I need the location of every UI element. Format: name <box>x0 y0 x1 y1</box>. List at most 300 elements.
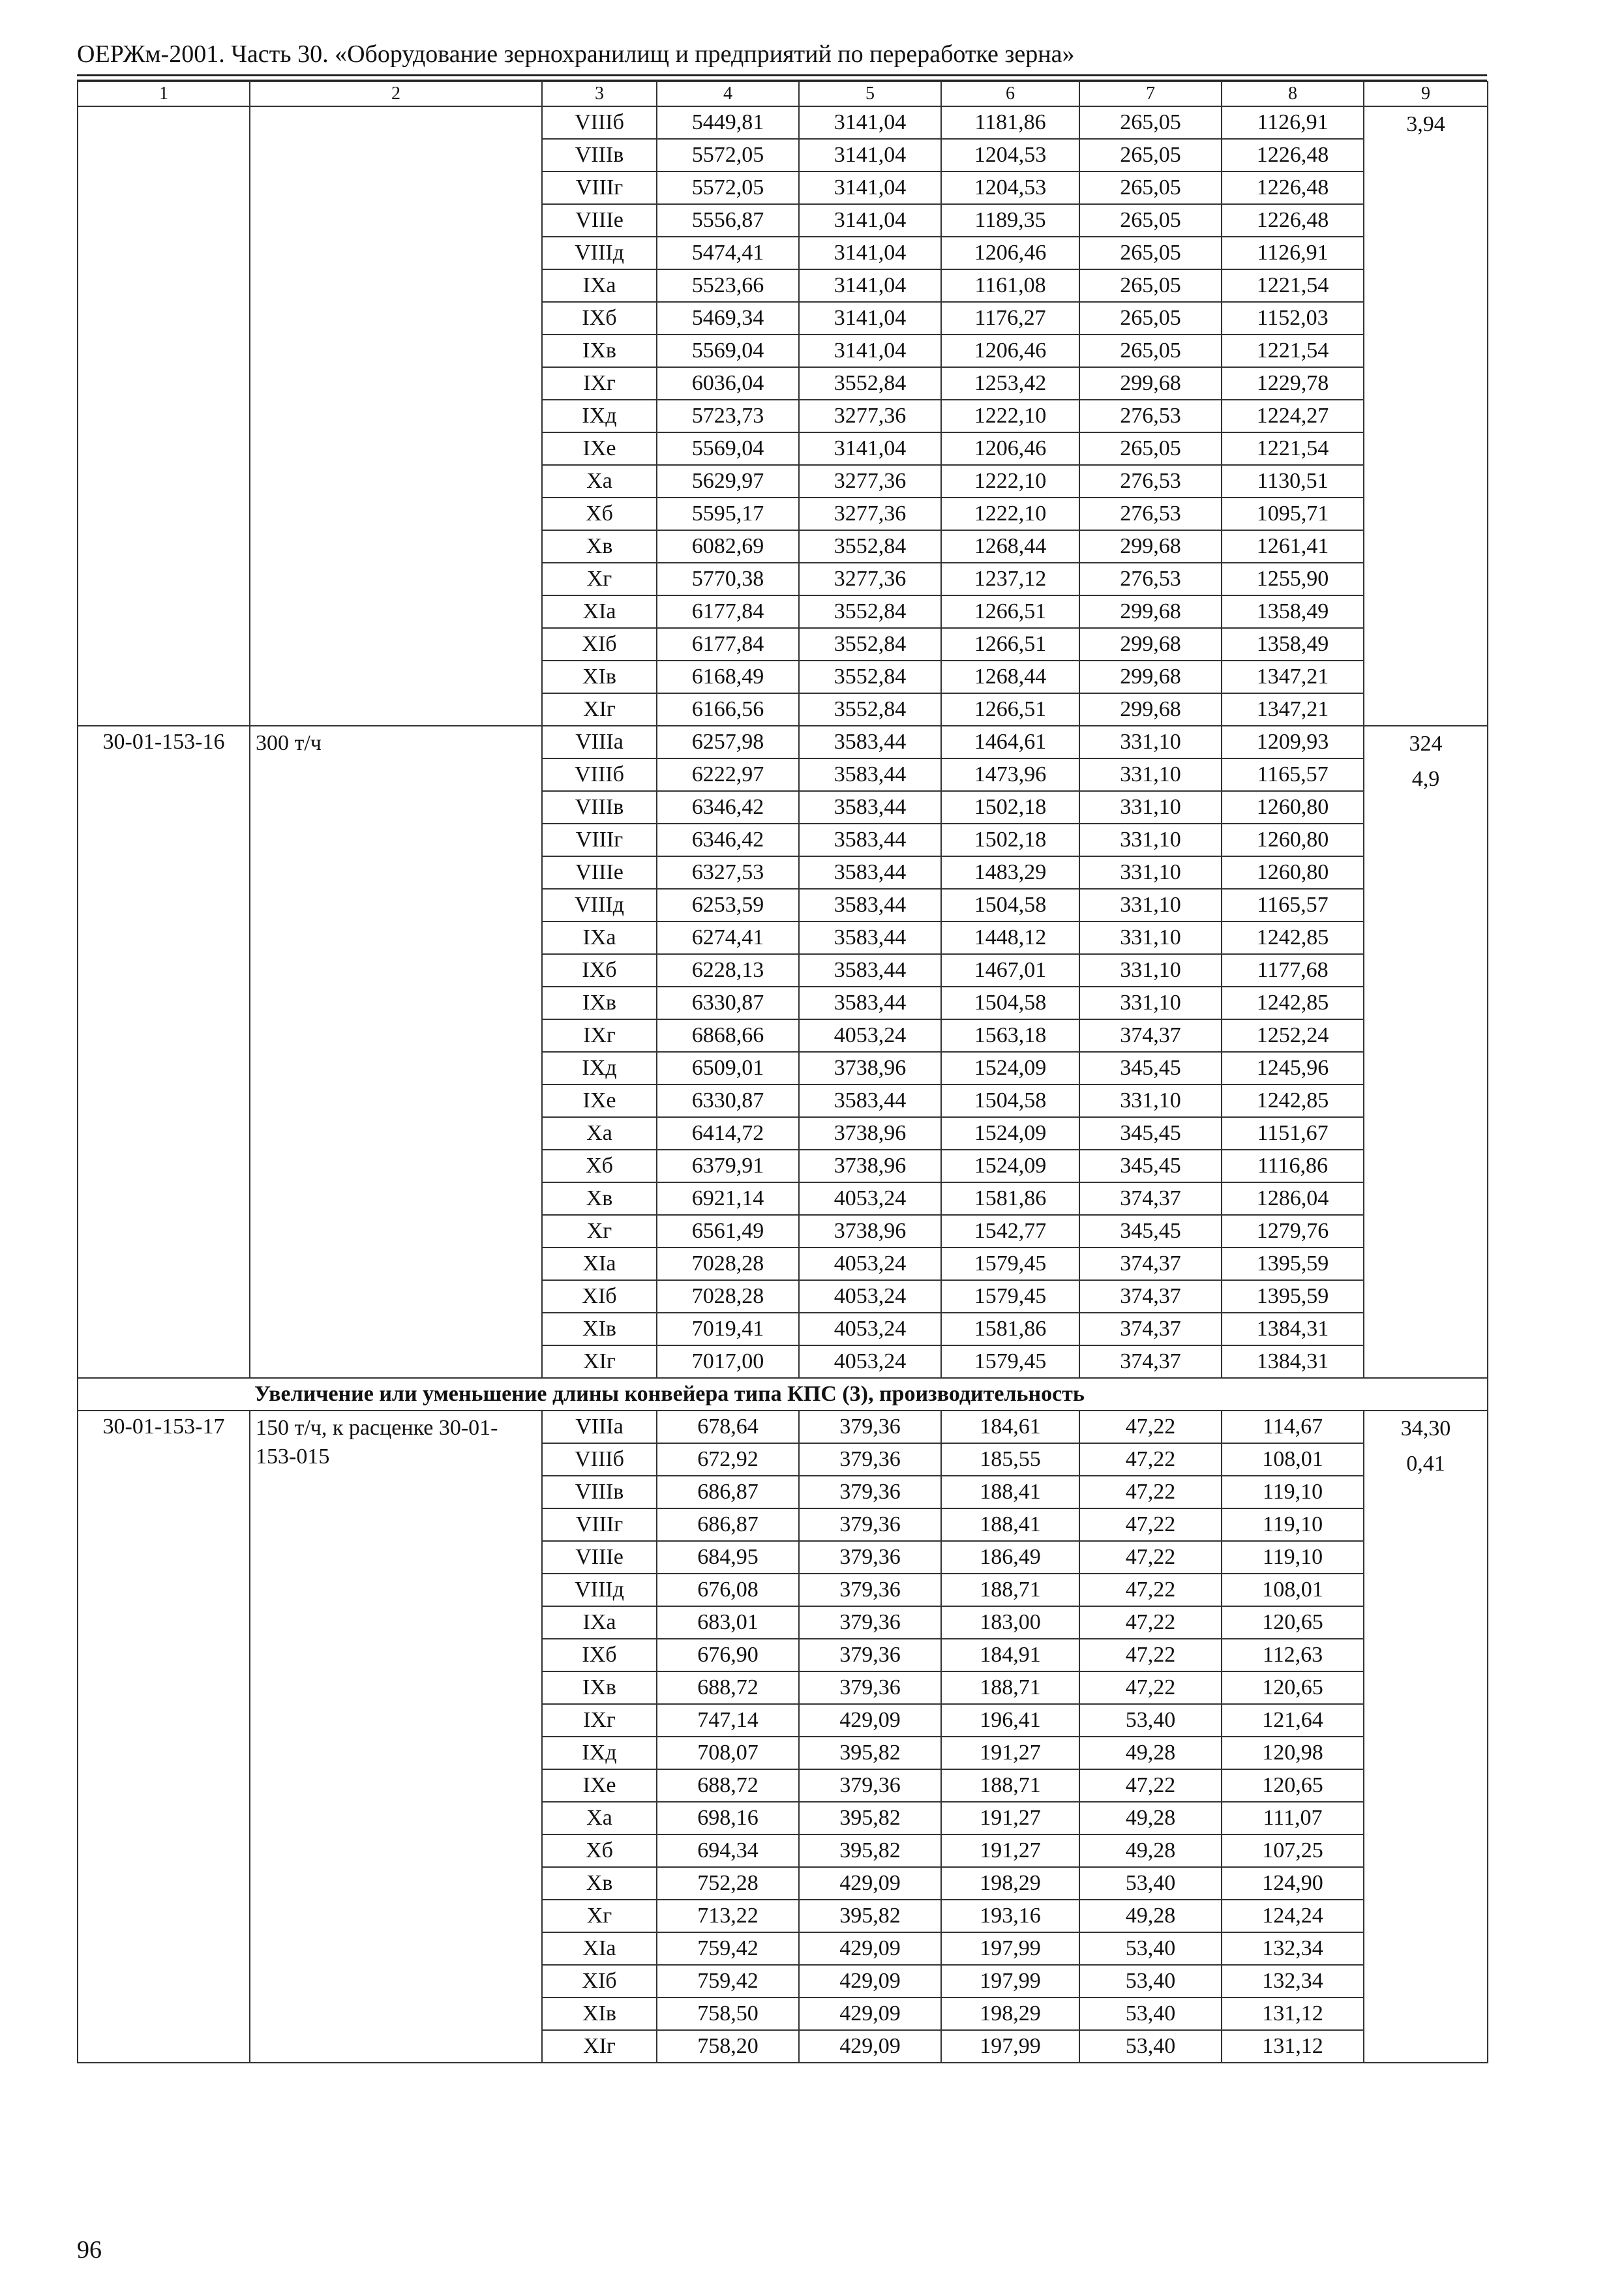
table-cell: 5629,97 <box>657 465 799 498</box>
table-cell: 120,65 <box>1222 1606 1364 1639</box>
table-cell: VIIIг <box>542 172 657 204</box>
table-cell: IXг <box>542 367 657 400</box>
table-cell: 3583,44 <box>799 758 941 791</box>
table-cell: 47,22 <box>1079 1606 1222 1639</box>
table-cell: IXе <box>542 1085 657 1117</box>
table-cell: 5770,38 <box>657 563 799 595</box>
table-cell: 1524,09 <box>941 1052 1079 1085</box>
table-cell: 331,10 <box>1079 987 1222 1019</box>
table-cell: 3277,36 <box>799 465 941 498</box>
table-cell: 121,64 <box>1222 1704 1364 1737</box>
rate-code-cell: 30-01-153-17 <box>78 1411 250 2063</box>
table-cell: 1504,58 <box>941 987 1079 1019</box>
table-cell: 4053,24 <box>799 1313 941 1345</box>
table-cell: 1542,77 <box>941 1215 1079 1248</box>
table-cell: XIв <box>542 1313 657 1345</box>
table-cell: 1579,45 <box>941 1345 1079 1378</box>
table-cell: 1358,49 <box>1222 628 1364 661</box>
table-cell: 6346,42 <box>657 791 799 824</box>
table-cell: 6257,98 <box>657 726 799 758</box>
table-cell: 686,87 <box>657 1476 799 1508</box>
table-cell: 198,29 <box>941 1867 1079 1900</box>
table-cell: 395,82 <box>799 1900 941 1932</box>
table-cell: 6414,72 <box>657 1117 799 1150</box>
table-cell: 132,34 <box>1222 1965 1364 1997</box>
table-cell: 3738,96 <box>799 1150 941 1182</box>
table-cell: 1206,46 <box>941 335 1079 367</box>
table-cell: 188,41 <box>941 1476 1079 1508</box>
table-cell: 331,10 <box>1079 1085 1222 1117</box>
table-cell: 759,42 <box>657 1932 799 1965</box>
table-cell: 3583,44 <box>799 954 941 987</box>
table-cell: 4053,24 <box>799 1248 941 1280</box>
table-cell: XIв <box>542 1997 657 2030</box>
table-cell: 1483,29 <box>941 856 1079 889</box>
table-cell: 1581,86 <box>941 1182 1079 1215</box>
table-cell: 345,45 <box>1079 1150 1222 1182</box>
table-cell: Xб <box>542 498 657 530</box>
table-cell: 3141,04 <box>799 335 941 367</box>
table-cell: XIа <box>542 1248 657 1280</box>
table-cell: 119,10 <box>1222 1476 1364 1508</box>
table-cell: VIIIд <box>542 1574 657 1606</box>
table-cell: IXд <box>542 1737 657 1769</box>
table-cell: 185,55 <box>941 1443 1079 1476</box>
table-cell: 1260,80 <box>1222 824 1364 856</box>
table-cell: 47,22 <box>1079 1541 1222 1574</box>
table-cell: 374,37 <box>1079 1345 1222 1378</box>
table-cell: 1579,45 <box>941 1280 1079 1313</box>
table-cell: VIIIа <box>542 726 657 758</box>
table-cell: 1255,90 <box>1222 563 1364 595</box>
table-cell: VIIIд <box>542 237 657 269</box>
table-cell: VIIIб <box>542 106 657 139</box>
table-cell: 3738,96 <box>799 1215 941 1248</box>
table-cell: 114,67 <box>1222 1411 1364 1443</box>
table-cell: VIIIе <box>542 856 657 889</box>
header-rule <box>77 74 1487 76</box>
column-number: 7 <box>1079 82 1222 106</box>
table-cell: 1226,48 <box>1222 204 1364 237</box>
table-cell: 47,22 <box>1079 1671 1222 1704</box>
table-cell: 1279,76 <box>1222 1215 1364 1248</box>
table-cell: VIIIв <box>542 791 657 824</box>
table-cell: 3583,44 <box>799 824 941 856</box>
table-body <box>78 82 1488 2063</box>
table-cell: XIб <box>542 628 657 661</box>
table-cell: 299,68 <box>1079 693 1222 726</box>
table-cell: 5572,05 <box>657 139 799 172</box>
table-cell: XIг <box>542 1345 657 1378</box>
table-cell: 688,72 <box>657 1769 799 1802</box>
table-cell: 374,37 <box>1079 1182 1222 1215</box>
table-cell: 265,05 <box>1079 172 1222 204</box>
table-row <box>78 1411 1488 1443</box>
table-cell: Xб <box>542 1150 657 1182</box>
table-cell: IXв <box>542 335 657 367</box>
page-header: ОЕРЖм-2001. Часть 30. «Оборудование зернохранилищ и предприятий по переработке зерна» <box>77 40 1075 68</box>
table-cell: IXв <box>542 987 657 1019</box>
table-cell: VIIIб <box>542 758 657 791</box>
table-cell: 429,09 <box>799 2030 941 2063</box>
table-cell: 1237,12 <box>941 563 1079 595</box>
table-cell: 193,16 <box>941 1900 1079 1932</box>
table-cell: 6177,84 <box>657 628 799 661</box>
table-cell: XIг <box>542 693 657 726</box>
table-cell: 379,36 <box>799 1671 941 1704</box>
table-cell: 265,05 <box>1079 432 1222 465</box>
table-cell: 265,05 <box>1079 302 1222 335</box>
table-cell: 3277,36 <box>799 400 941 432</box>
table-cell: 1165,57 <box>1222 889 1364 921</box>
table-cell: Xв <box>542 1867 657 1900</box>
table-cell: 747,14 <box>657 1704 799 1737</box>
table-cell: 683,01 <box>657 1606 799 1639</box>
table-cell: 120,65 <box>1222 1769 1364 1802</box>
table-cell: 3141,04 <box>799 302 941 335</box>
table-cell: 108,01 <box>1222 1443 1364 1476</box>
table-cell: 1502,18 <box>941 791 1079 824</box>
table-cell: 1206,46 <box>941 432 1079 465</box>
table-cell: 1116,86 <box>1222 1150 1364 1182</box>
table-cell: 265,05 <box>1079 204 1222 237</box>
table-cell: 196,41 <box>941 1704 1079 1737</box>
table-cell: IXг <box>542 1704 657 1737</box>
table-cell: Xв <box>542 1182 657 1215</box>
table-cell: 276,53 <box>1079 498 1222 530</box>
table-cell: 4053,24 <box>799 1019 941 1052</box>
table-cell: 6222,97 <box>657 758 799 791</box>
mass-value: 34,30 <box>1400 1416 1451 1441</box>
table-cell: 1581,86 <box>941 1313 1079 1345</box>
table-cell: 188,41 <box>941 1508 1079 1541</box>
table-cell: 120,98 <box>1222 1737 1364 1769</box>
table-cell: VIIIа <box>542 1411 657 1443</box>
table-cell: 124,90 <box>1222 1867 1364 1900</box>
table-cell: 184,91 <box>941 1639 1079 1671</box>
mass-value: 324 <box>1409 732 1443 756</box>
table-cell: 759,42 <box>657 1965 799 1997</box>
table-cell: 197,99 <box>941 1932 1079 1965</box>
table-cell: 1130,51 <box>1222 465 1364 498</box>
table-cell: Xг <box>542 563 657 595</box>
table-cell: 276,53 <box>1079 400 1222 432</box>
table-row <box>78 726 1488 758</box>
table-cell: 265,05 <box>1079 139 1222 172</box>
table-cell: 379,36 <box>799 1411 941 1443</box>
table-cell: 5723,73 <box>657 400 799 432</box>
table-cell: 758,20 <box>657 2030 799 2063</box>
table-cell: 374,37 <box>1079 1313 1222 1345</box>
table-cell: 3552,84 <box>799 595 941 628</box>
rate-code-cell <box>78 106 250 726</box>
table-cell: 1384,31 <box>1222 1345 1364 1378</box>
table-cell: 345,45 <box>1079 1117 1222 1150</box>
table-cell: 6561,49 <box>657 1215 799 1248</box>
table-cell: 119,10 <box>1222 1508 1364 1541</box>
table-cell: 676,08 <box>657 1574 799 1606</box>
table-cell: 1206,46 <box>941 237 1079 269</box>
table-cell: 379,36 <box>799 1606 941 1639</box>
table-cell: 49,28 <box>1079 1900 1222 1932</box>
table-cell: 374,37 <box>1079 1248 1222 1280</box>
table-cell: 5474,41 <box>657 237 799 269</box>
table-cell: 108,01 <box>1222 1574 1364 1606</box>
table-cell: 1260,80 <box>1222 856 1364 889</box>
table-cell: 5595,17 <box>657 498 799 530</box>
table-cell: 1165,57 <box>1222 758 1364 791</box>
table-cell: 752,28 <box>657 1867 799 1900</box>
column-number: 9 <box>1364 82 1488 106</box>
table-cell: 1126,91 <box>1222 237 1364 269</box>
table-cell: 1395,59 <box>1222 1280 1364 1313</box>
table-cell: 1152,03 <box>1222 302 1364 335</box>
table-cell: 1504,58 <box>941 889 1079 921</box>
table-cell: 1347,21 <box>1222 693 1364 726</box>
table-cell: IXа <box>542 269 657 302</box>
table-cell: 1261,41 <box>1222 530 1364 563</box>
table-cell: 5572,05 <box>657 172 799 204</box>
table-cell: 3552,84 <box>799 530 941 563</box>
table-cell: 331,10 <box>1079 791 1222 824</box>
table-cell: 1347,21 <box>1222 661 1364 693</box>
table-cell: 429,09 <box>799 1704 941 1737</box>
table-cell: 188,71 <box>941 1769 1079 1802</box>
table-cell: 299,68 <box>1079 661 1222 693</box>
table-cell: 6330,87 <box>657 1085 799 1117</box>
table-cell: 1161,08 <box>941 269 1079 302</box>
table-cell: 379,36 <box>799 1769 941 1802</box>
table-cell: 6327,53 <box>657 856 799 889</box>
section-title: Увеличение или уменьшение длины конвейера типа КПС (3), производительность <box>78 1378 1488 1411</box>
table-cell: 1226,48 <box>1222 139 1364 172</box>
table-cell: 191,27 <box>941 1834 1079 1867</box>
table-cell: 331,10 <box>1079 921 1222 954</box>
table-cell: 5469,34 <box>657 302 799 335</box>
table-cell: 379,36 <box>799 1443 941 1476</box>
table-cell: 198,29 <box>941 1997 1079 2030</box>
table-cell: 120,65 <box>1222 1671 1364 1704</box>
mass-value: 0,41 <box>1406 1452 1445 1476</box>
table-cell: 758,50 <box>657 1997 799 2030</box>
table-cell: 345,45 <box>1079 1215 1222 1248</box>
table-cell: 379,36 <box>799 1574 941 1606</box>
table-cell: VIIIд <box>542 889 657 921</box>
table-cell: 49,28 <box>1079 1737 1222 1769</box>
table-cell: 131,12 <box>1222 1997 1364 2030</box>
table-cell: 299,68 <box>1079 595 1222 628</box>
table-cell: 3141,04 <box>799 139 941 172</box>
table-cell: 197,99 <box>941 2030 1079 2063</box>
table-cell: 3583,44 <box>799 987 941 1019</box>
table-cell: 53,40 <box>1079 1932 1222 1965</box>
table-cell: 1222,10 <box>941 498 1079 530</box>
table-cell: 1395,59 <box>1222 1248 1364 1280</box>
table-cell: IXв <box>542 1671 657 1704</box>
mass-value: 3,94 <box>1406 112 1445 136</box>
table-cell: IXг <box>542 1019 657 1052</box>
table-cell: 3583,44 <box>799 856 941 889</box>
mass-cell <box>1364 106 1488 726</box>
table-cell: 429,09 <box>799 1932 941 1965</box>
table-cell: 299,68 <box>1079 367 1222 400</box>
table-cell: 1504,58 <box>941 1085 1079 1117</box>
table-cell: 131,12 <box>1222 2030 1364 2063</box>
table-cell: 1204,53 <box>941 139 1079 172</box>
table-cell: 331,10 <box>1079 856 1222 889</box>
table-cell: 379,36 <box>799 1639 941 1671</box>
table-cell: 1222,10 <box>941 400 1079 432</box>
table-cell: 6330,87 <box>657 987 799 1019</box>
table-cell: IXе <box>542 432 657 465</box>
table-cell: 1563,18 <box>941 1019 1079 1052</box>
table-cell: 1464,61 <box>941 726 1079 758</box>
table-cell: 331,10 <box>1079 889 1222 921</box>
table-cell: 1268,44 <box>941 661 1079 693</box>
table-cell: 47,22 <box>1079 1508 1222 1541</box>
mass-value: 4,9 <box>1411 767 1440 791</box>
table-cell: 3583,44 <box>799 921 941 954</box>
table-cell: IXе <box>542 1769 657 1802</box>
table-cell: 395,82 <box>799 1737 941 1769</box>
table-cell: Xв <box>542 530 657 563</box>
table-cell: 379,36 <box>799 1508 941 1541</box>
table-cell: 6509,01 <box>657 1052 799 1085</box>
table-cell: 3583,44 <box>799 1085 941 1117</box>
table-cell: VIIIг <box>542 824 657 856</box>
rate-description-cell: 150 т/ч, к расценке 30-01-153-015 <box>250 1411 542 2063</box>
table-cell: 6228,13 <box>657 954 799 987</box>
table-cell: 49,28 <box>1079 1834 1222 1867</box>
table-cell: 1226,48 <box>1222 172 1364 204</box>
table-cell: 708,07 <box>657 1737 799 1769</box>
table-cell: 7028,28 <box>657 1280 799 1313</box>
table-cell: 124,24 <box>1222 1900 1364 1932</box>
table-cell: 1221,54 <box>1222 269 1364 302</box>
table-cell: 5569,04 <box>657 335 799 367</box>
table-cell: Xг <box>542 1900 657 1932</box>
table-cell: 191,27 <box>941 1737 1079 1769</box>
table-cell: VIIIе <box>542 1541 657 1574</box>
rate-description-cell <box>250 106 542 726</box>
table-cell: 3141,04 <box>799 172 941 204</box>
table-cell: 1473,96 <box>941 758 1079 791</box>
table-cell: 3277,36 <box>799 563 941 595</box>
table-cell: 6082,69 <box>657 530 799 563</box>
table-cell: 5523,66 <box>657 269 799 302</box>
table-cell: 5449,81 <box>657 106 799 139</box>
table-cell: 698,16 <box>657 1802 799 1834</box>
table-cell: Xа <box>542 465 657 498</box>
table-cell: 3552,84 <box>799 661 941 693</box>
table-cell: 331,10 <box>1079 758 1222 791</box>
table-cell: 276,53 <box>1079 465 1222 498</box>
table-cell: 1358,49 <box>1222 595 1364 628</box>
table-cell: 4053,24 <box>799 1345 941 1378</box>
table-cell: 3141,04 <box>799 432 941 465</box>
table-cell: 1221,54 <box>1222 432 1364 465</box>
table-cell: 429,09 <box>799 1965 941 1997</box>
table-cell: 3552,84 <box>799 628 941 661</box>
table-cell: 6253,59 <box>657 889 799 921</box>
table-cell: 7017,00 <box>657 1345 799 1378</box>
table-cell: 299,68 <box>1079 628 1222 661</box>
table-cell: IXд <box>542 400 657 432</box>
rates-table-container <box>77 81 1487 2063</box>
table-cell: IXа <box>542 921 657 954</box>
table-cell: VIIIв <box>542 139 657 172</box>
table-cell: IXа <box>542 1606 657 1639</box>
table-cell: 1524,09 <box>941 1150 1079 1182</box>
table-cell: 265,05 <box>1079 269 1222 302</box>
table-cell: 331,10 <box>1079 954 1222 987</box>
table-cell: 6868,66 <box>657 1019 799 1052</box>
table-cell: VIIIг <box>542 1508 657 1541</box>
table-cell: 49,28 <box>1079 1802 1222 1834</box>
table-cell: 6036,04 <box>657 367 799 400</box>
table-cell: Xа <box>542 1802 657 1834</box>
table-cell: 429,09 <box>799 1867 941 1900</box>
table-cell: 1467,01 <box>941 954 1079 987</box>
table-cell: 379,36 <box>799 1476 941 1508</box>
table-cell: 47,22 <box>1079 1574 1222 1606</box>
table-cell: 1224,27 <box>1222 400 1364 432</box>
table-cell: 1268,44 <box>941 530 1079 563</box>
table-cell: 265,05 <box>1079 237 1222 269</box>
table-cell: 3583,44 <box>799 791 941 824</box>
section-title-row <box>78 1378 1488 1411</box>
table-cell: 3141,04 <box>799 237 941 269</box>
table-cell: 265,05 <box>1079 335 1222 367</box>
table-cell: 1229,78 <box>1222 367 1364 400</box>
table-cell: Xб <box>542 1834 657 1867</box>
table-cell: 395,82 <box>799 1834 941 1867</box>
column-number: 5 <box>799 82 941 106</box>
table-cell: 6379,91 <box>657 1150 799 1182</box>
table-cell: 3141,04 <box>799 204 941 237</box>
table-cell: 1242,85 <box>1222 921 1364 954</box>
table-cell: 47,22 <box>1079 1769 1222 1802</box>
table-cell: 1266,51 <box>941 595 1079 628</box>
table-cell: 1176,27 <box>941 302 1079 335</box>
table-cell: VIIIе <box>542 204 657 237</box>
table-cell: 184,61 <box>941 1411 1079 1443</box>
table-cell: 1126,91 <box>1222 106 1364 139</box>
table-cell: 47,22 <box>1079 1639 1222 1671</box>
table-cell: 3552,84 <box>799 367 941 400</box>
table-cell: 1181,86 <box>941 106 1079 139</box>
table-cell: 1177,68 <box>1222 954 1364 987</box>
table-cell: 3277,36 <box>799 498 941 530</box>
table-cell: 112,63 <box>1222 1639 1364 1671</box>
table-cell: XIа <box>542 1932 657 1965</box>
table-cell: 53,40 <box>1079 1965 1222 1997</box>
table-cell: 676,90 <box>657 1639 799 1671</box>
table-cell: 379,36 <box>799 1541 941 1574</box>
column-number: 3 <box>542 82 657 106</box>
table-cell: IXб <box>542 1639 657 1671</box>
table-cell: Xа <box>542 1117 657 1150</box>
table-cell: 5556,87 <box>657 204 799 237</box>
column-number: 6 <box>941 82 1079 106</box>
table-cell: 6921,14 <box>657 1182 799 1215</box>
table-cell: 429,09 <box>799 1997 941 2030</box>
table-cell: 4053,24 <box>799 1182 941 1215</box>
table-cell: 1242,85 <box>1222 1085 1364 1117</box>
table-cell: 1222,10 <box>941 465 1079 498</box>
table-cell: 688,72 <box>657 1671 799 1704</box>
table-cell: 6346,42 <box>657 824 799 856</box>
